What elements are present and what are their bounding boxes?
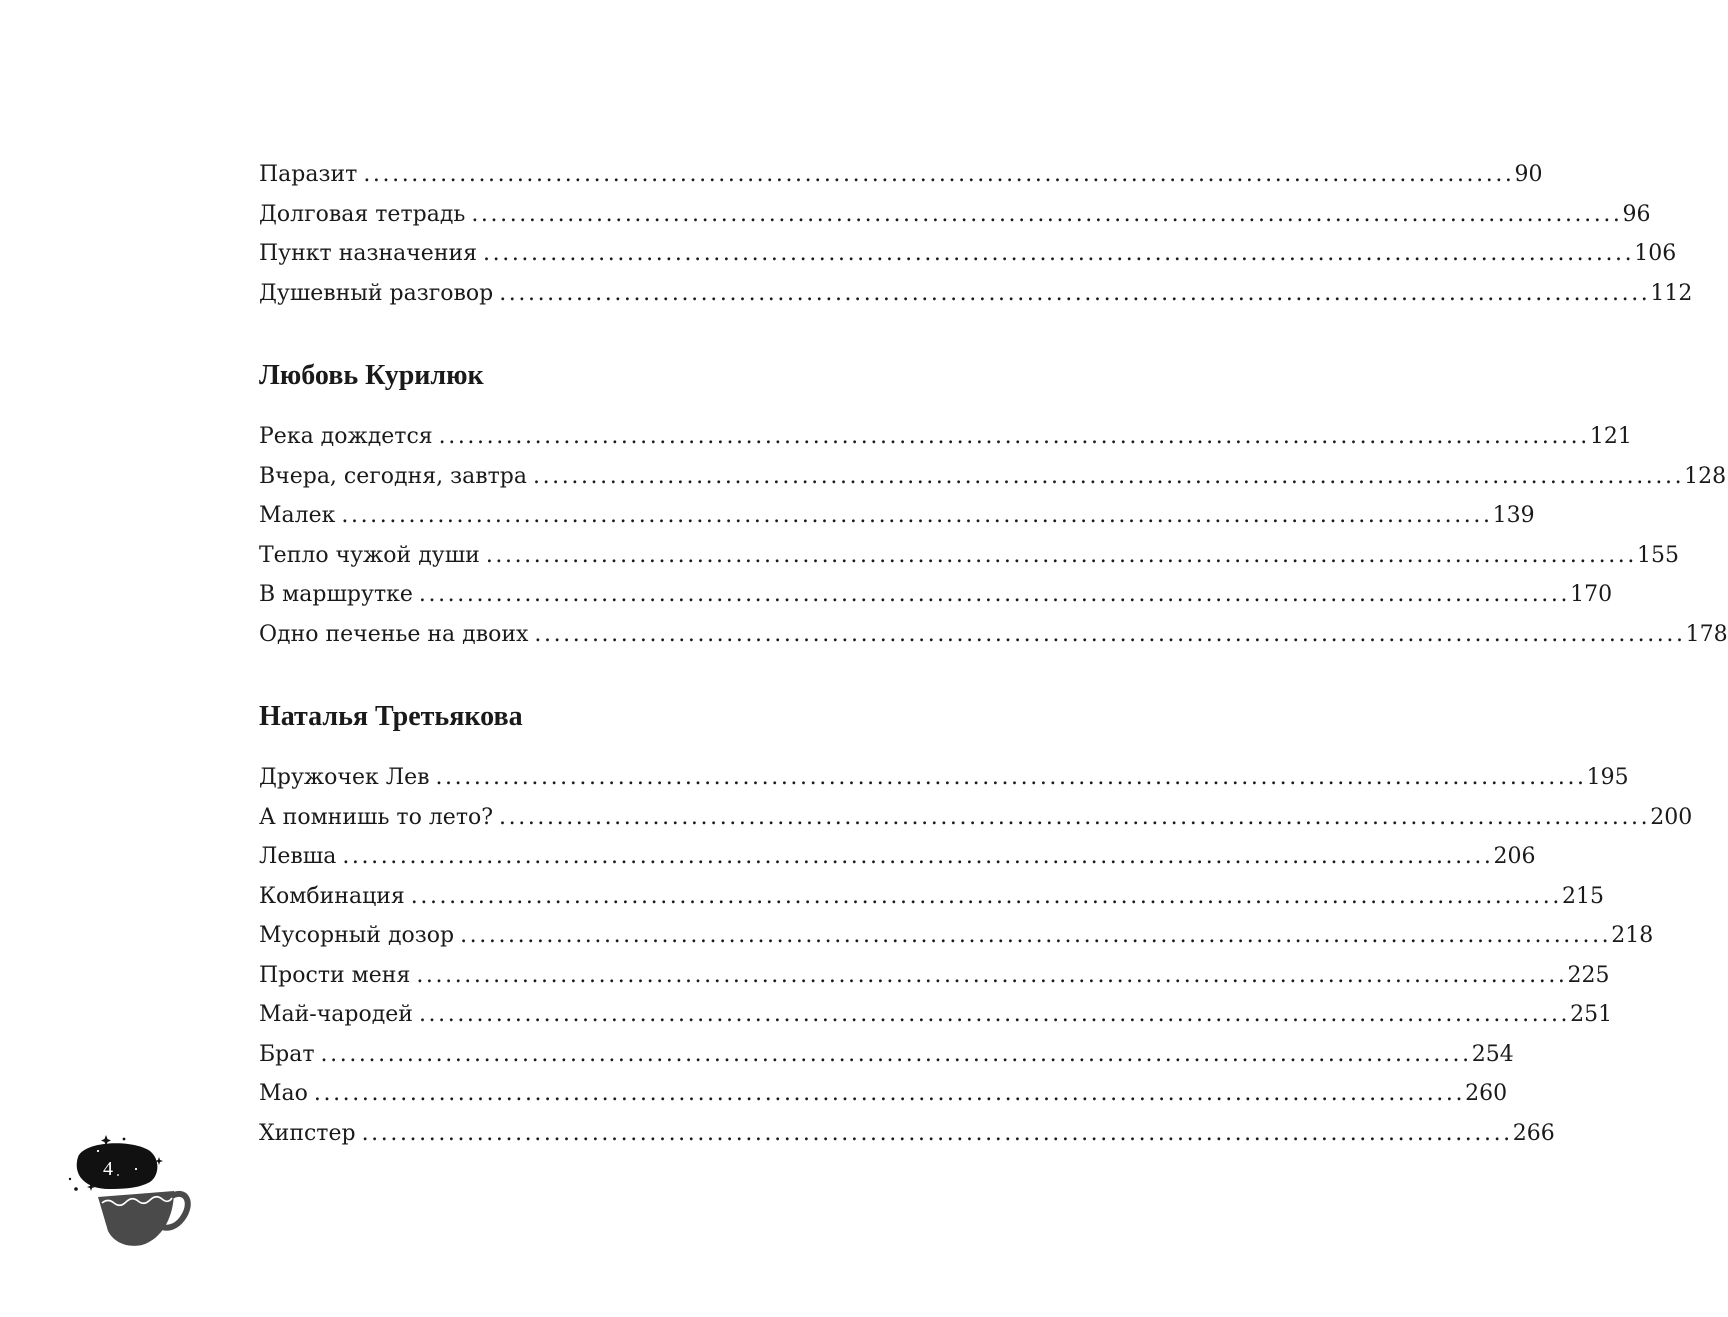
toc-entry-page: 155 (1637, 542, 1679, 568)
dot-leader: ........................................................................................................................ (485, 542, 1637, 568)
toc-entry (259, 798, 1693, 838)
toc-entry-title: Мусорный дозор (259, 923, 455, 948)
toc-entry-title: Паразит (259, 162, 358, 187)
toc-entry-title: В маршрутке (259, 582, 413, 607)
toc-entry-title: Дружочек Лев (259, 765, 430, 790)
toc-entry (259, 758, 1629, 798)
toc-entry-title: Хипстер (259, 1120, 356, 1146)
dot-leader: ........................................................................................................................ (499, 280, 1651, 306)
toc-entry (259, 615, 1728, 655)
dot-leader: ........................................................................................................................ (418, 1002, 1571, 1027)
toc-entry-page: 106 (1634, 241, 1677, 266)
dot-leader: ........................................................................................................................ (483, 241, 1635, 266)
toc-entry-page: 260 (1465, 1081, 1508, 1106)
toc-entry-title: Мао (259, 1081, 308, 1106)
toc-entry-page: 195 (1586, 765, 1629, 790)
toc-entry-page: 121 (1589, 424, 1632, 449)
toc-entry (259, 195, 1651, 235)
toc-entry-title: Вчера, сегодня, завтра (259, 463, 527, 489)
toc-entry (259, 417, 1632, 457)
dot-leader: ........................................................................................................................ (499, 804, 1651, 830)
toc-entry (259, 1035, 1514, 1075)
toc-entry-title: Комбинация (259, 883, 405, 909)
toc-entry (259, 274, 1693, 314)
toc-group-2 (259, 356, 1728, 654)
dot-leader: ........................................................................................................................ (313, 1081, 1466, 1106)
toc-entry (259, 536, 1679, 576)
toc-entry (259, 496, 1535, 536)
dot-leader: ........................................................................................................................ (460, 923, 1612, 948)
toc-entry-title: Одно печенье на двоих (259, 621, 529, 647)
dot-leader: ........................................................................................................................ (532, 463, 1685, 489)
toc-entry-page: 139 (1492, 503, 1535, 528)
page-number: 4 (103, 1158, 113, 1180)
toc-entry-title: Долговая тетрадь (259, 201, 466, 227)
dot-leader: ........................................................................................................................ (341, 503, 1493, 528)
toc-entry-page: 90 (1514, 162, 1543, 187)
toc-entry-title: Малек (259, 503, 336, 528)
toc-entry-page: 128 (1684, 463, 1727, 489)
toc-entry-title: Май-чародей (259, 1002, 413, 1027)
dot-leader: ........................................................................................................................ (361, 1120, 1513, 1146)
toc-entry-page: 254 (1471, 1041, 1514, 1067)
toc-entry-page: 170 (1570, 582, 1613, 607)
toc-entry-page: 178 (1685, 621, 1728, 647)
toc-entry (259, 155, 1543, 195)
table-of-contents (259, 155, 1728, 1153)
toc-group-3 (259, 697, 1693, 1153)
toc-entry-title: Прости меня (259, 962, 411, 988)
dot-leader: ........................................................................................................................ (320, 1041, 1472, 1067)
toc-entry-title: Душевный разговор (259, 280, 494, 306)
toc-entry-page: 112 (1650, 280, 1693, 306)
toc-entry (259, 234, 1677, 274)
toc-group-1 (259, 155, 1693, 313)
toc-entry-title: Брат (259, 1041, 315, 1067)
dot-leader: ........................................................................................................................ (363, 162, 1515, 187)
dot-leader: ........................................................................................................................ (418, 582, 1571, 607)
dot-leader: ........................................................................................................................ (534, 621, 1686, 647)
toc-entry (259, 457, 1727, 497)
toc-entry-title: А помнишь то лето? (259, 804, 494, 830)
toc-entry (259, 995, 1613, 1035)
dot-leader: ........................................................................................................................ (410, 883, 1562, 909)
toc-entry-page: 225 (1567, 962, 1610, 988)
toc-entry-page: 251 (1570, 1002, 1613, 1027)
toc-entry-title: Левша (259, 844, 337, 869)
toc-entry (259, 877, 1604, 917)
toc-entry (259, 956, 1610, 996)
dot-leader: ........................................................................................................................ (416, 962, 1568, 988)
toc-entry-page: 200 (1650, 804, 1693, 830)
toc-entry (259, 837, 1536, 877)
toc-entry-title: Тепло чужой души (259, 542, 480, 568)
author-heading: Наталья Третьякова (259, 701, 523, 732)
toc-entry-page: 206 (1493, 844, 1536, 869)
toc-entry-page: 218 (1611, 923, 1654, 948)
toc-entry (259, 575, 1613, 615)
dot-leader: ........................................................................................................................ (342, 844, 1494, 869)
toc-entry-title: Пункт назначения (259, 241, 478, 266)
toc-entry (259, 1074, 1508, 1114)
dot-leader: ........................................................................................................................ (438, 424, 1590, 449)
author-heading: Любовь Курилюк (259, 360, 484, 391)
toc-entry (259, 916, 1654, 956)
toc-entry-page: 96 (1622, 201, 1651, 227)
dot-leader: ........................................................................................................................ (435, 765, 1587, 790)
toc-entry-page: 266 (1512, 1120, 1555, 1146)
toc-entry-title: Река дождется (259, 424, 433, 449)
toc-entry-page: 215 (1561, 883, 1604, 909)
toc-entry (259, 1114, 1555, 1154)
dot-leader: ........................................................................................................................ (471, 201, 1623, 227)
teacup-icon (62, 1135, 197, 1255)
